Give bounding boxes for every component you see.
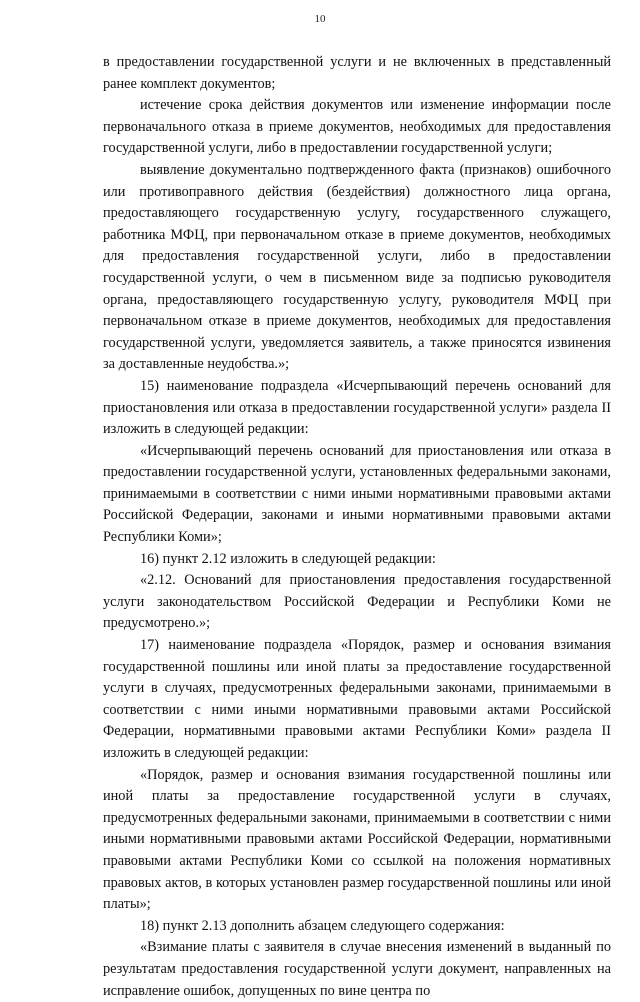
paragraph: «Взимание платы с заявителя в случае внесения изменений в выданный по результатам предоставления государственной услуги документ, направленных на исправление ошибок, допущенных по вине центра по [103, 939, 611, 999]
document-body [103, 52, 611, 1002]
paragraph: «Исчерпывающий перечень оснований для приостановления или отказа в предоставлении государственной услуги, установленных федеральными законами, принимаемыми в соответствии с ними иными нормативными правовыми актами Российской Федерации, законами и иными нормативными правовыми актами Республики Коми»; [103, 442, 611, 546]
paragraph: 17) наименование подраздела «Порядок, размер и основания взимания государственной пошлины или иной платы за предоставление государственной услуги в случаях, предусмотренных федеральными законами, принимаемыми в соответствии с ними иными нормативными правовыми актами Российской Федерации, нормативными правовыми актами Республики Коми» раздела II изложить в следующей редакции: [103, 637, 611, 761]
paragraph: 16) пункт 2.12 изложить в следующей редакции: [140, 550, 436, 567]
paragraph: истечение срока действия документов или изменение информации после первоначального отказа в приеме документов, необходимых для предоставления государственной услуги, либо в предоставлении государственной услуги; [103, 97, 611, 157]
paragraph: «2.12. Оснований для приостановления предоставления государственной услуги законодательством Российской Федерации и Республики Коми не предусмотрено.»; [103, 572, 611, 632]
page-number: 10 [314, 13, 326, 25]
paragraph-continuation: в предоставлении государственной услуги и не включенных в представленный ранее комплект документов; [103, 54, 611, 92]
paragraph: 18) пункт 2.13 дополнить абзацем следующего содержания: [140, 917, 505, 934]
paragraph: «Порядок, размер и основания взимания государственной пошлины или иной платы за предоставление государственной услуги в случаях, предусмотренных федеральными законами, принимаемыми в соответствии с ними иными нормативными правовыми актами Российской Федерации, нормативными правовыми актами Республики Коми со ссылкой на положения нормативных правовых актов, в которых установлен размер государственной пошлины или иной платы»; [103, 766, 611, 913]
paragraph: выявление документально подтвержденного факта (признаков) ошибочного или противоправного действия (бездействия) должностного лица органа, предоставляющего государственную услугу, государственного служащего, работника МФЦ, при первоначальном отказе в приеме документов, необходимых для предоставления государственной услуги, либо в предоставлении государственной услуги, о чем в письменном виде за подписью руководителя органа, предоставляющего государственную услугу, руководителя МФЦ при первоначальном отказе в приеме документов, необходимых для предоставления государственной услуги, уведомляется заявитель, а также приносятся извинения за доставленные неудобства.»; [103, 161, 611, 373]
paragraph: 15) наименование подраздела «Исчерпывающий перечень оснований для приостановления или отказа в предоставлении государственной услуги» раздела II изложить в следующей редакции: [103, 377, 611, 438]
